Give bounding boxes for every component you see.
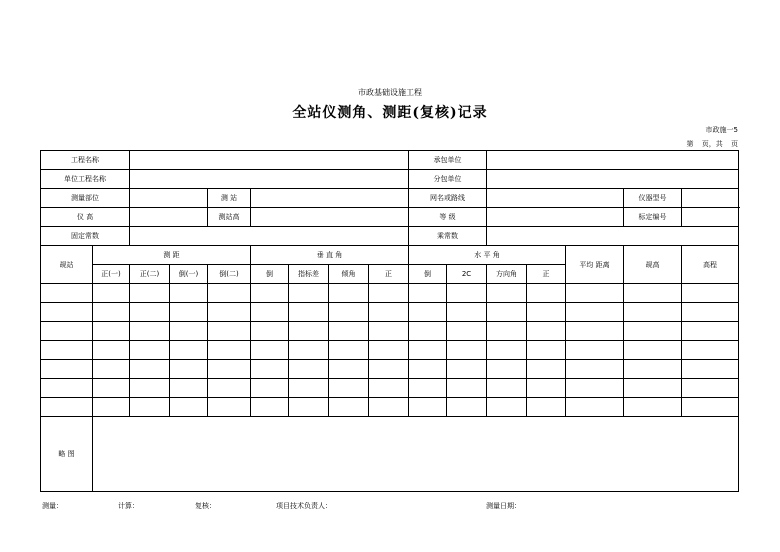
table-cell[interactable] xyxy=(170,284,208,303)
sub-col: 方向角 xyxy=(487,265,527,284)
table-row xyxy=(41,360,739,379)
table-cell[interactable] xyxy=(369,322,409,341)
table-cell[interactable] xyxy=(527,322,566,341)
table-cell[interactable] xyxy=(208,360,251,379)
table-cell[interactable] xyxy=(682,360,739,379)
sub-col: 倒 xyxy=(251,265,289,284)
multiply-constant-label: 乘常数 xyxy=(409,227,487,246)
table-cell[interactable] xyxy=(251,379,289,398)
table-cell[interactable] xyxy=(624,341,682,360)
table-cell[interactable] xyxy=(208,341,251,360)
table-row xyxy=(41,322,739,341)
table-cell[interactable] xyxy=(93,398,130,417)
multiply-constant-field[interactable] xyxy=(487,227,739,246)
table-cell[interactable] xyxy=(130,303,170,322)
table-cell[interactable] xyxy=(487,360,527,379)
table-cell[interactable] xyxy=(41,379,93,398)
table-row xyxy=(41,398,739,417)
instrument-height-label: 仪 高 xyxy=(41,208,130,227)
table-cell[interactable] xyxy=(289,360,329,379)
table-cell[interactable] xyxy=(369,398,409,417)
table-cell[interactable] xyxy=(369,341,409,360)
table-cell[interactable] xyxy=(566,303,624,322)
table-cell[interactable] xyxy=(41,303,93,322)
table-cell[interactable] xyxy=(170,360,208,379)
col-elevation: 高程 xyxy=(682,246,739,284)
sub-col: 正 xyxy=(527,265,566,284)
table-cell[interactable] xyxy=(41,322,93,341)
table-cell[interactable] xyxy=(409,360,447,379)
table-cell[interactable] xyxy=(447,322,487,341)
table-cell[interactable] xyxy=(447,284,487,303)
subcontractor-field[interactable] xyxy=(487,170,739,189)
table-cell[interactable] xyxy=(487,341,527,360)
table-cell[interactable] xyxy=(624,284,682,303)
contractor-label: 承包单位 xyxy=(409,151,487,170)
table-cell[interactable] xyxy=(447,360,487,379)
table-cell[interactable] xyxy=(527,284,566,303)
instrument-model-label: 仪器型号 xyxy=(624,189,682,208)
table-cell[interactable] xyxy=(487,322,527,341)
table-cell[interactable] xyxy=(566,284,624,303)
table-cell[interactable] xyxy=(329,360,369,379)
table-row xyxy=(41,284,739,303)
table-cell[interactable] xyxy=(251,284,289,303)
grade-label: 等 级 xyxy=(409,208,487,227)
calibration-no-label: 标定编号 xyxy=(624,208,682,227)
table-cell[interactable] xyxy=(682,379,739,398)
table-cell[interactable] xyxy=(208,379,251,398)
table-cell[interactable] xyxy=(329,379,369,398)
table-cell[interactable] xyxy=(130,398,170,417)
station-field[interactable] xyxy=(251,189,409,208)
unit-project-label: 单位工程名称 xyxy=(41,170,130,189)
table-cell[interactable] xyxy=(170,398,208,417)
table-cell[interactable] xyxy=(447,341,487,360)
station-label: 测 站 xyxy=(208,189,251,208)
table-cell[interactable] xyxy=(170,379,208,398)
col-sight-station: 觇站 xyxy=(41,246,93,284)
table-cell[interactable] xyxy=(170,303,208,322)
table-cell[interactable] xyxy=(409,398,447,417)
table-cell[interactable] xyxy=(487,398,527,417)
table-cell[interactable] xyxy=(624,398,682,417)
table-cell[interactable] xyxy=(369,303,409,322)
table-cell[interactable] xyxy=(566,360,624,379)
table-cell[interactable] xyxy=(624,303,682,322)
table-cell[interactable] xyxy=(251,398,289,417)
table-cell[interactable] xyxy=(369,284,409,303)
table-cell[interactable] xyxy=(682,322,739,341)
table-cell[interactable] xyxy=(251,360,289,379)
table-cell[interactable] xyxy=(682,303,739,322)
table-cell[interactable] xyxy=(329,303,369,322)
sub-col: 指标差 xyxy=(289,265,329,284)
table-cell[interactable] xyxy=(329,341,369,360)
survey-part-label: 测量部位 xyxy=(41,189,130,208)
contractor-field[interactable] xyxy=(487,151,739,170)
unit-project-field[interactable] xyxy=(130,170,409,189)
subcontractor-label: 分包单位 xyxy=(409,170,487,189)
table-cell[interactable] xyxy=(624,379,682,398)
table-cell[interactable] xyxy=(251,322,289,341)
table-cell[interactable] xyxy=(487,303,527,322)
col-horizontal-angle: 水 平 角 xyxy=(409,246,566,265)
table-cell[interactable] xyxy=(289,303,329,322)
table-cell[interactable] xyxy=(447,379,487,398)
station-height-field[interactable] xyxy=(251,208,409,227)
table-cell[interactable] xyxy=(41,398,93,417)
table-cell[interactable] xyxy=(487,284,527,303)
table-cell[interactable] xyxy=(289,341,329,360)
table-cell[interactable] xyxy=(208,398,251,417)
table-row xyxy=(41,341,739,360)
table-cell[interactable] xyxy=(93,341,130,360)
survey-date-label: 测量日期： xyxy=(486,502,521,510)
table-cell[interactable] xyxy=(566,379,624,398)
col-distance: 测 距 xyxy=(93,246,251,265)
network-route-field[interactable] xyxy=(487,189,624,208)
signature-footer xyxy=(0,501,780,513)
table-cell[interactable] xyxy=(682,341,739,360)
page-number: 第 页，共 页 xyxy=(686,140,738,148)
sub-col: 倒(一) xyxy=(170,265,208,284)
survey-part-field[interactable] xyxy=(130,189,208,208)
table-cell[interactable] xyxy=(409,322,447,341)
table-cell[interactable] xyxy=(329,322,369,341)
table-cell[interactable] xyxy=(130,284,170,303)
project-name-field[interactable] xyxy=(130,151,409,170)
table-cell[interactable] xyxy=(527,341,566,360)
table-cell[interactable] xyxy=(170,322,208,341)
table-cell[interactable] xyxy=(527,379,566,398)
table-cell[interactable] xyxy=(93,284,130,303)
table-cell[interactable] xyxy=(130,360,170,379)
table-cell[interactable] xyxy=(289,379,329,398)
table-cell[interactable] xyxy=(527,398,566,417)
table-cell[interactable] xyxy=(93,360,130,379)
station-height-label: 测站高 xyxy=(208,208,251,227)
instrument-height-field[interactable] xyxy=(130,208,208,227)
calibration-no-field[interactable] xyxy=(682,208,739,227)
sub-col: 倒(二) xyxy=(208,265,251,284)
table-cell[interactable] xyxy=(93,322,130,341)
table-cell[interactable] xyxy=(93,303,130,322)
table-cell[interactable] xyxy=(251,303,289,322)
data-rows xyxy=(41,284,739,417)
table-cell[interactable] xyxy=(409,284,447,303)
network-route-label: 网名或路线 xyxy=(409,189,487,208)
table-cell[interactable] xyxy=(369,379,409,398)
col-sight-height: 觇高 xyxy=(624,246,682,284)
table-cell[interactable] xyxy=(93,379,130,398)
calc-signer-label: 计算： xyxy=(118,502,139,510)
table-cell[interactable] xyxy=(566,398,624,417)
col-vertical-angle: 垂 直 角 xyxy=(251,246,409,265)
table-cell[interactable] xyxy=(447,303,487,322)
sub-col: 倾角 xyxy=(329,265,369,284)
project-name-label: 工程名称 xyxy=(41,151,130,170)
fixed-constant-label: 固定常数 xyxy=(41,227,130,246)
sub-col: 正 xyxy=(369,265,409,284)
table-cell[interactable] xyxy=(566,322,624,341)
table-cell[interactable] xyxy=(208,322,251,341)
review-signer-label: 复核： xyxy=(195,502,216,510)
table-cell[interactable] xyxy=(208,284,251,303)
survey-signer-label: 测量： xyxy=(42,502,63,510)
table-cell[interactable] xyxy=(41,360,93,379)
table-cell[interactable] xyxy=(447,398,487,417)
grade-field[interactable] xyxy=(487,208,624,227)
form-subtitle: 市政基础设施工程 xyxy=(358,88,422,97)
table-cell[interactable] xyxy=(682,398,739,417)
table-cell[interactable] xyxy=(41,284,93,303)
table-cell[interactable] xyxy=(566,341,624,360)
sub-col: 正(一) xyxy=(93,265,130,284)
table-cell[interactable] xyxy=(487,379,527,398)
form-number: 市政施一5 xyxy=(705,126,738,134)
table-cell[interactable] xyxy=(682,284,739,303)
instrument-model-field[interactable] xyxy=(682,189,739,208)
table-cell[interactable] xyxy=(369,360,409,379)
col-avg-distance: 平均 距离 xyxy=(566,246,624,284)
table-cell[interactable] xyxy=(624,360,682,379)
table-cell[interactable] xyxy=(130,341,170,360)
table-cell[interactable] xyxy=(289,398,329,417)
table-cell[interactable] xyxy=(527,303,566,322)
table-cell[interactable] xyxy=(289,322,329,341)
form-title: 全站仪测角、测距(复核)记录 xyxy=(292,105,488,121)
table-cell[interactable] xyxy=(130,322,170,341)
record-table xyxy=(40,150,739,492)
tech-lead-label: 项目技术负责人： xyxy=(276,502,332,510)
sketch-label: 略 图 xyxy=(41,417,93,492)
sub-col: 2C xyxy=(447,265,487,284)
table-cell[interactable] xyxy=(624,322,682,341)
table-cell[interactable] xyxy=(329,398,369,417)
table-cell[interactable] xyxy=(170,341,208,360)
fixed-constant-field[interactable] xyxy=(130,227,409,246)
table-cell[interactable] xyxy=(409,379,447,398)
table-cell[interactable] xyxy=(329,284,369,303)
table-cell[interactable] xyxy=(208,303,251,322)
table-cell[interactable] xyxy=(130,379,170,398)
sketch-area[interactable] xyxy=(93,417,739,492)
table-cell[interactable] xyxy=(409,303,447,322)
table-cell[interactable] xyxy=(41,341,93,360)
table-cell[interactable] xyxy=(409,341,447,360)
table-cell[interactable] xyxy=(251,341,289,360)
table-cell[interactable] xyxy=(527,360,566,379)
table-row xyxy=(41,379,739,398)
sub-col: 倒 xyxy=(409,265,447,284)
sub-col: 正(二) xyxy=(130,265,170,284)
table-cell[interactable] xyxy=(289,284,329,303)
table-row xyxy=(41,303,739,322)
